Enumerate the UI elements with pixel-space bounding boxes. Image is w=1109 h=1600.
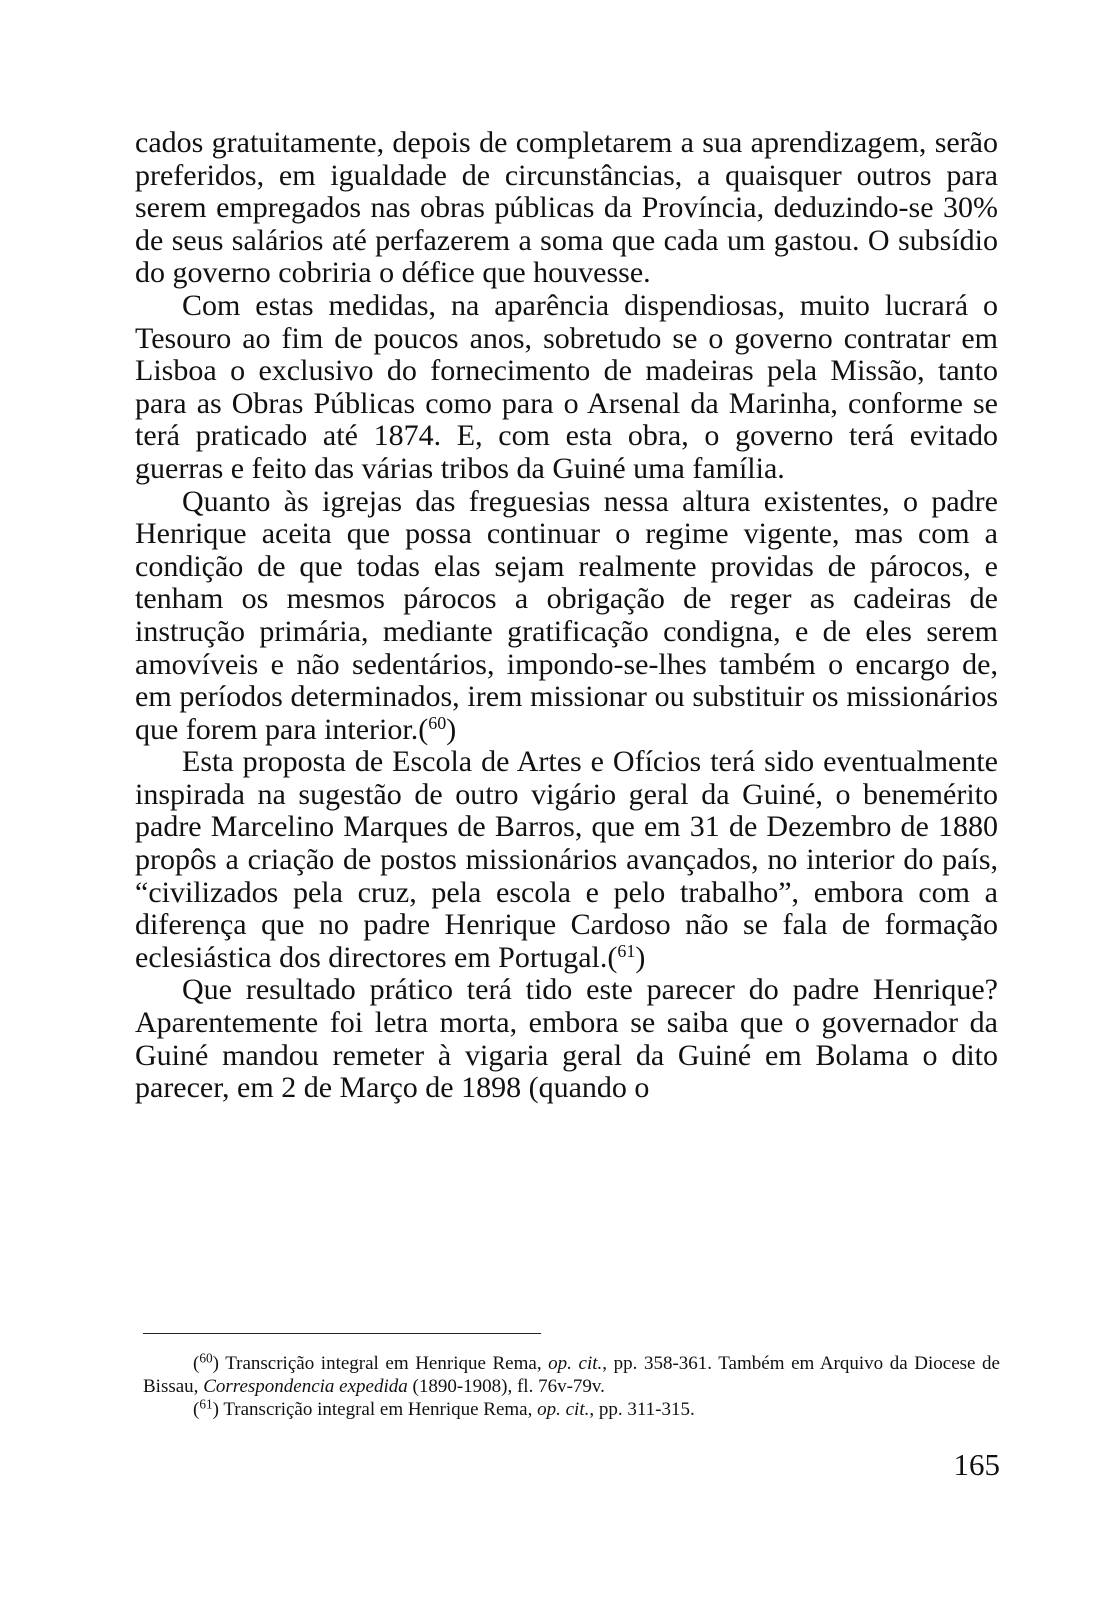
footnote-60-text-c: (1890-1908), fl. 76v-79v. <box>407 1376 605 1397</box>
footnote-61 <box>143 1398 1000 1421</box>
footnote-61-number: 61 <box>199 1396 213 1412</box>
footnotes <box>143 1352 1000 1421</box>
footnote-60 <box>143 1352 1000 1398</box>
footnote-61-text-a: Transcrição integral em Henrique Rema, <box>218 1399 538 1420</box>
paragraph-4 <box>135 746 998 974</box>
footnote-60-italic-b: Correspondencia expedida <box>203 1376 408 1397</box>
paragraph-3 <box>135 486 998 747</box>
paragraph-1 <box>135 127 998 290</box>
footnote-60-italic-a: op. cit. <box>548 1353 603 1374</box>
footnote-60-number: 60 <box>199 1350 213 1366</box>
footnote-ref-61-close: ) <box>635 940 646 974</box>
footnote-divider <box>143 1333 541 1334</box>
footnote-ref-61: 61 <box>617 940 636 961</box>
footnote-60-close: ) <box>212 1353 219 1374</box>
footnote-60-text-b: , pp. 358-361. Também em Arquivo da Diocese de Bissau, <box>143 1353 1000 1397</box>
page-number: 165 <box>953 1447 1000 1482</box>
footnote-ref-60-close: ) <box>446 712 457 746</box>
footnote-60-text-a: Transcrição integral em Henrique Rema, <box>218 1353 549 1374</box>
paragraph-2 <box>135 290 998 486</box>
paragraph-3-text: Quanto às igrejas das freguesias nessa altura existentes, o padre Henrique aceita que possa continuar o regime vigente, mas com a condição de que todas elas sejam realmente providas de párocos, e tenham os mesmos párocos a obrigação de reger as cadeiras de instrução primária, mediante gratificação condigna, e de eles serem amovíveis e não sedentários, impondo-se-lhes também o encargo de, em períodos determinados, irem missionar ou substituir os missionários que forem para interior.( <box>135 484 998 746</box>
footnote-61-open: ( <box>193 1399 200 1420</box>
paragraph-2-text: Com estas medidas, na aparência dispendiosas, muito lucrará o Tesouro ao fim de poucos anos, sobretudo se o governo contratar em Lisboa o exclusivo do fornecimento de madeiras pela Missão, tanto para as Obras Públicas como para o Arsenal da Marinha, conforme se terá praticado até 1874. E, com esta obra, o governo terá evitado guerras e feito das várias tribos da Guiné uma família. <box>135 288 998 485</box>
paragraph-4-text: Esta proposta de Escola de Artes e Ofícios terá sido eventualmente inspirada na sugestão de outro vigário geral da Guiné, o benemérito padre Marcelino Marques de Barros, que em 31 de Dezembro de 1880 propôs a criação de postos missionários avançados, no interior do país, “civilizados pela cruz, pela escola e pelo trabalho”, embora com a diferença que no padre Henrique Cardoso não se fala de formação eclesiástica dos directores em Portugal.( <box>135 745 998 974</box>
footnote-60-open: ( <box>193 1353 200 1374</box>
paragraph-1-text: cados gratuitamente, depois de completarem a sua aprendizagem, serão preferidos, em igualdade de circunstâncias, a quaisquer outros para serem empregados nas obras públicas da Província, deduzindo-se 30% de seus salários até perfazerem a soma que cada um gastou. O subsídio do governo cobriria o défice que houvesse. <box>135 126 998 290</box>
footnote-61-italic-a: op. cit. <box>537 1399 590 1420</box>
main-text <box>135 127 998 1105</box>
paragraph-5-text: Que resultado prático terá tido este parecer do padre Henrique? Aparentemente foi letra morta, embora se saiba que o governador da Guiné mandou remeter à vigaria geral da Guiné em Bolama o dito parecer, em 2 de Março de 1898 (quando o <box>135 973 998 1105</box>
paragraph-5 <box>135 974 998 1104</box>
footnote-61-text-b: , pp. 311-315. <box>589 1399 695 1420</box>
footnote-ref-60: 60 <box>428 712 447 733</box>
footnote-61-close: ) <box>212 1399 219 1420</box>
